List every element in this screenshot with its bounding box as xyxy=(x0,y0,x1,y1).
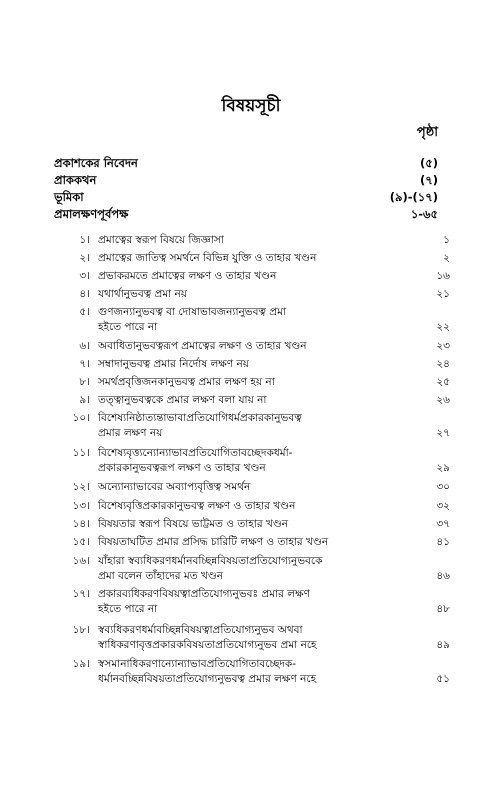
entry-page: ৩০ xyxy=(436,481,450,493)
entry-title-line: প্রমার লক্ষণ নয় xyxy=(98,427,163,439)
contents-entry xyxy=(54,287,450,302)
entry-title-line: বিশেষ্যবৃত্ত্যন্যোন্যাভাবপ্রতিযোগিতাবচ্ছেদকধর্মা- xyxy=(98,447,293,459)
page-title: বিষয়সূচী xyxy=(221,96,281,116)
entry-title xyxy=(98,411,416,441)
entry-number: ১৬। xyxy=(72,555,90,567)
entry-page: ২১ xyxy=(436,288,450,300)
entry-title-line: প্রমা বলেন তাঁহাদের মত খণ্ডন xyxy=(98,570,223,582)
entry-number: ১৪। xyxy=(72,518,90,530)
entry-number: ৯। xyxy=(79,394,90,406)
entry-title-line: তত্ত্বানুভবত্বকে প্রমার লক্ষণ বলা যায় না xyxy=(98,394,267,406)
entry-title xyxy=(98,305,416,335)
entry-title-line: যথার্থানুভবত্ব প্রমা নয় xyxy=(98,288,187,300)
entry-title xyxy=(98,251,416,266)
contents-entry xyxy=(54,535,450,550)
entry-page: ২৩ xyxy=(436,340,450,352)
front-matter-label: প্রাককথন xyxy=(54,173,97,187)
contents-entry xyxy=(54,446,450,476)
entry-title xyxy=(98,535,416,550)
entry-page: ২৫ xyxy=(436,376,450,388)
entry-number: ৬। xyxy=(79,340,90,352)
front-matter-row xyxy=(54,155,438,172)
entry-title-line: প্রভাকরমতে প্রমাত্বের লক্ষণ ও তাহার খণ্ডন xyxy=(98,270,277,282)
contents-entry xyxy=(54,623,450,653)
front-matter-page: (৭) xyxy=(420,173,438,187)
front-matter-row xyxy=(54,206,438,223)
entry-number: ৭। xyxy=(79,358,90,370)
entry-page: ৪১ xyxy=(436,536,450,548)
entry-number: ১৯। xyxy=(72,658,90,670)
contents-entry xyxy=(54,587,450,617)
entry-title-line: প্রমাত্বের স্বরূপ বিষয়ে জিজ্ঞাসা xyxy=(98,234,224,246)
entry-page: ১ xyxy=(443,234,450,246)
front-matter-page: ১-৬৫ xyxy=(410,207,438,221)
entry-page: ৩৭ xyxy=(436,518,450,530)
entry-page: ২ xyxy=(443,252,450,264)
entry-title xyxy=(98,233,416,248)
entry-title xyxy=(98,446,416,476)
entry-title-line: হইতে পারে না xyxy=(98,603,158,615)
entry-number: ১৮। xyxy=(72,624,90,636)
front-matter-row xyxy=(54,189,438,206)
entry-page: ২৬ xyxy=(436,394,450,406)
entry-number: ১০। xyxy=(72,412,90,424)
entry-title-line: বিষয়তাঘটিত প্রমার প্রসিদ্ধ চারিটি লক্ষণ ও তাহার খণ্ডন xyxy=(98,536,329,548)
contents-entry xyxy=(54,517,450,532)
front-matter-page: (৫) xyxy=(420,156,438,170)
entry-number: ১১। xyxy=(72,447,90,459)
contents-entry xyxy=(54,480,450,495)
entry-page: ৪৯ xyxy=(436,639,450,651)
front-matter-label: প্রমালক্ষণপূর্বপক্ষ xyxy=(54,207,129,221)
entry-number: ১৩। xyxy=(72,500,90,512)
entry-title xyxy=(98,480,416,495)
entry-title-line: বিশেষ্যবৃত্তিপ্রকারকানুভবত্ব লক্ষণ ও তাহার খণ্ডন xyxy=(98,500,296,512)
entry-page: ৩২ xyxy=(436,500,450,512)
page-column-heading: পৃষ্ঠা xyxy=(416,125,438,140)
contents-list xyxy=(54,233,450,691)
front-matter-label: প্রকাশকের নিবেদন xyxy=(54,156,138,170)
entry-title-line: সম্বাদানুভবত্ব প্রমার নির্দোষ লক্ষণ নয় xyxy=(98,358,249,370)
entry-title-line: প্রমাত্বের জাতিত্ব সমর্থনে বিভিন্ন যুক্তি ও তাহার খণ্ডন xyxy=(98,252,317,264)
contents-entry xyxy=(54,411,450,441)
entry-title xyxy=(98,393,416,408)
front-matter-page: (৯)-(১৭) xyxy=(389,190,438,204)
front-matter-list xyxy=(54,155,438,223)
entry-title-line: যাঁহারা স্বব্যধিকরণধর্মানবচ্ছিন্নবিষয়তাপ্রতিযোগ্যনুভবকে xyxy=(98,555,323,567)
entry-title xyxy=(98,375,416,390)
entry-page: ১৬ xyxy=(436,270,450,282)
entry-number: ১২। xyxy=(72,481,90,493)
entry-page: ৫১ xyxy=(436,673,450,685)
entry-title-line: স্বব্যধিকরণধর্মাবচ্ছিন্নবিষয়ত্বাপ্রতিযোগ্যনুভব অথবা xyxy=(98,624,303,636)
entry-title-line: হইতে পারে না xyxy=(98,321,158,333)
entry-title-line: স্বসমানাধিকরণান্যোন্যাভাবপ্রতিযোগিতাবচ্ছেদক- xyxy=(98,658,297,670)
entry-title-line: প্রকারব্যধিকরণবিষয়ত্বাপ্রতিযোগ্যনুভবঃ প্রমার লক্ষণ xyxy=(98,588,310,600)
entry-title xyxy=(98,287,416,302)
contents-entry xyxy=(54,499,450,514)
contents-entry xyxy=(54,357,450,372)
contents-entry xyxy=(54,393,450,408)
entry-page: ২৪ xyxy=(436,358,450,370)
front-matter-row xyxy=(54,172,438,189)
entry-title xyxy=(98,269,416,284)
entry-page: ২৭ xyxy=(436,427,450,439)
entry-title xyxy=(98,499,416,514)
entry-title-line: গুণজন্যানুভবত্ব বা দোষাভাবজন্যানুভবত্ব প্রমা xyxy=(98,306,286,318)
entry-page: ২৯ xyxy=(436,462,450,474)
front-matter-label: ভূমিকা xyxy=(54,190,84,204)
entry-title-line: বিষয়তার স্বরূপ বিষয়ে ভাট্টমত ও তাহার খণ্ডন xyxy=(98,518,289,530)
contents-entry xyxy=(54,305,450,335)
entry-number: ৮। xyxy=(79,376,90,388)
contents-entry xyxy=(54,554,450,584)
contents-entry xyxy=(54,375,450,390)
entry-title-line: বিশেষ্যনিষ্ঠাত্যন্তাভাবাপ্রতিযোগিধর্মপ্রকারকানুভবত্ব xyxy=(98,412,302,424)
entry-number: ১৭। xyxy=(72,588,90,600)
entry-number: ৪। xyxy=(79,288,90,300)
entry-title xyxy=(98,657,416,687)
entry-page: ৪৬ xyxy=(436,570,450,582)
entry-number: ৫। xyxy=(79,306,90,318)
contents-entry xyxy=(54,251,450,266)
contents-entry xyxy=(54,269,450,284)
contents-entry xyxy=(54,339,450,354)
entry-title xyxy=(98,517,416,532)
contents-entry xyxy=(54,233,450,248)
entry-title xyxy=(98,554,416,584)
contents-entry xyxy=(54,657,450,687)
entry-title-line: প্রকারকানুভবত্বরূপ লক্ষণ ও তাহার খণ্ডন xyxy=(98,462,266,474)
entry-number: ২। xyxy=(79,252,90,264)
entry-title-line: সমর্থপ্রবৃত্তিজনকানুভবত্ব প্রমার লক্ষণ হয় না xyxy=(98,376,275,388)
entry-title-line: অবাধিতানুভবত্বরূপ প্রমাত্বের লক্ষণ ও তাহার খণ্ডন xyxy=(98,340,307,352)
entry-number: ১৫। xyxy=(72,536,90,548)
entry-page: ২২ xyxy=(436,321,450,333)
entry-title xyxy=(98,339,416,354)
entry-page: ৪৮ xyxy=(436,603,450,615)
entry-title-line: অন্যোন্যাভাবের অব্যাপ্যবৃত্তিত্ব সমর্থন xyxy=(98,481,251,493)
entry-title-line: ধর্মানবচ্ছিন্নবিষয়তাপ্রতিযোগ্যনুভবত্ব প্রমার লক্ষণ নহে xyxy=(98,673,317,685)
entry-number: ৩। xyxy=(79,270,90,282)
entry-title xyxy=(98,587,416,617)
entry-title-line: স্বাধিকরণাবৃত্তপ্রকারকবিষয়তাপ্রতিযোগ্যনুভব প্রমা নহে xyxy=(98,639,317,651)
entry-title xyxy=(98,623,416,653)
entry-title xyxy=(98,357,416,372)
entry-number: ১। xyxy=(79,234,90,246)
